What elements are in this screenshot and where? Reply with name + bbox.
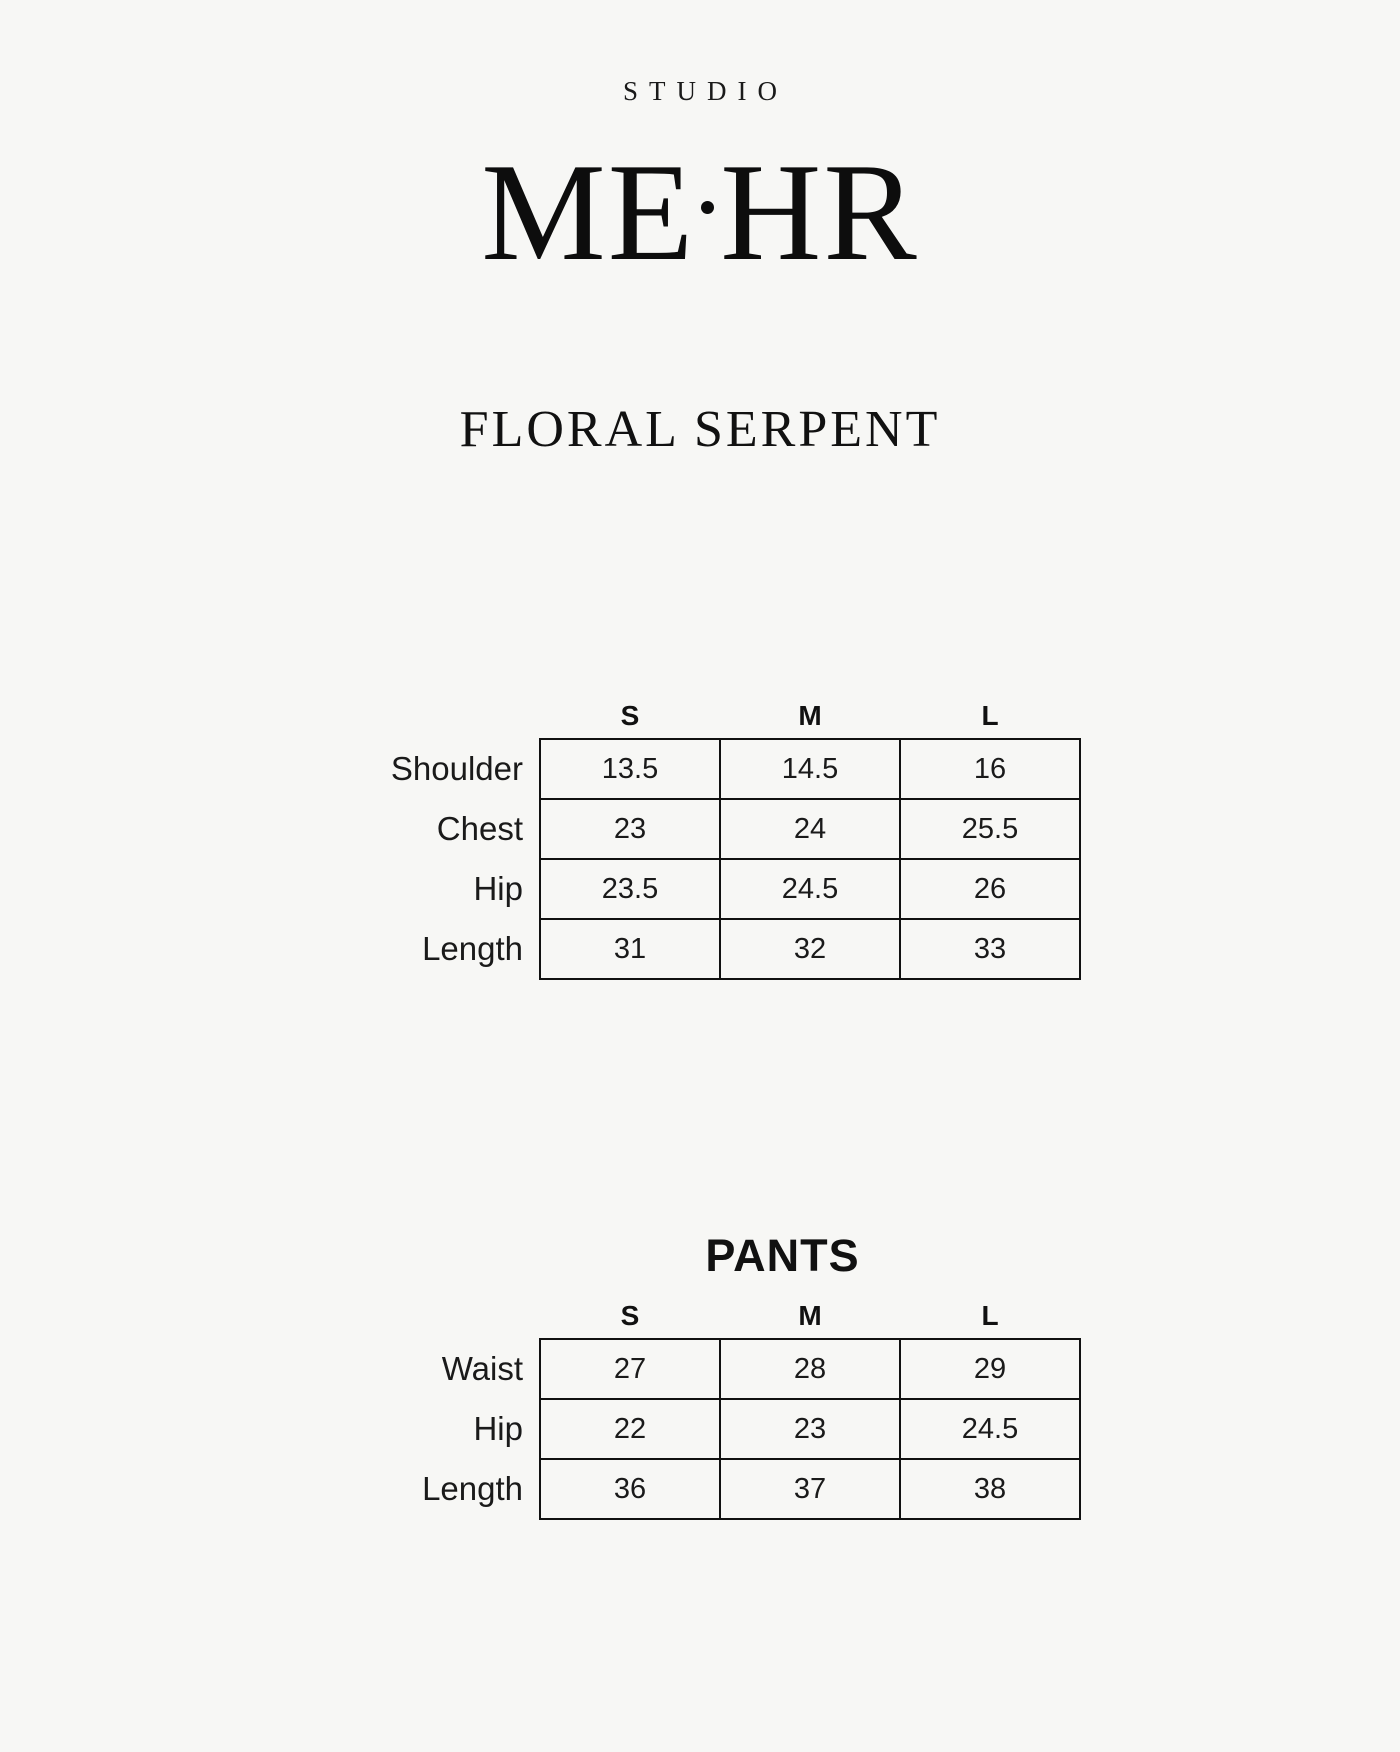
row-label-length: Length — [422, 930, 523, 967]
cell-shoulder-m: 14.5 — [720, 739, 900, 799]
cell-length-m: 32 — [720, 919, 900, 979]
brand-studio-label: STUDIO — [623, 76, 788, 106]
dot-separator-icon — [701, 201, 714, 214]
cell-hip-l: 24.5 — [900, 1399, 1080, 1459]
cell-length-m: 37 — [720, 1459, 900, 1519]
collection-title: FLORAL SERPENT — [459, 401, 941, 458]
column-header-s: S — [620, 1300, 640, 1331]
table-row — [320, 799, 1080, 859]
cell-chest-m: 24 — [720, 799, 900, 859]
cell-chest-l: 25.5 — [900, 799, 1080, 859]
cell-length-l: 33 — [900, 919, 1080, 979]
row-label-chest: Chest — [436, 810, 523, 847]
cell-hip-m: 24.5 — [720, 859, 900, 919]
brand-wordmark-part1: ME — [481, 135, 696, 290]
table-row — [320, 859, 1080, 919]
table-corner — [320, 1300, 540, 1339]
table-row — [320, 1339, 1080, 1399]
brand-header — [0, 76, 1400, 290]
cell-hip-s: 23.5 — [540, 859, 720, 919]
pants-measurements-table — [320, 1300, 1081, 1520]
row-label-length: Length — [422, 1470, 523, 1507]
cell-length-s: 36 — [540, 1459, 720, 1519]
cell-waist-m: 28 — [720, 1339, 900, 1399]
brand-wordmark-part3: R — [823, 135, 919, 290]
column-header-l: L — [981, 700, 999, 731]
row-label-hip: Hip — [473, 870, 523, 907]
column-header-l: L — [981, 1300, 999, 1331]
table-row — [320, 919, 1080, 979]
cell-chest-s: 23 — [540, 799, 720, 859]
table-header-row — [320, 1300, 1080, 1339]
cell-shoulder-s: 13.5 — [540, 739, 720, 799]
cell-hip-m: 23 — [720, 1399, 900, 1459]
top-measurements-table — [320, 700, 1081, 980]
cell-hip-s: 22 — [540, 1399, 720, 1459]
table-row — [320, 739, 1080, 799]
cell-length-s: 31 — [540, 919, 720, 979]
pants-section-heading: PANTS — [705, 1230, 860, 1281]
table-row — [320, 1399, 1080, 1459]
table-header-row — [320, 700, 1080, 739]
pants-measurements-block — [320, 1230, 1080, 1520]
brand-wordmark — [0, 135, 1400, 290]
cell-length-l: 38 — [900, 1459, 1080, 1519]
cell-shoulder-l: 16 — [900, 739, 1080, 799]
column-header-m: M — [798, 1300, 822, 1331]
top-measurements-block — [320, 700, 1080, 980]
cell-hip-l: 26 — [900, 859, 1080, 919]
table-row — [320, 1459, 1080, 1519]
row-label-shoulder: Shoulder — [390, 750, 523, 787]
table-corner — [320, 700, 540, 739]
brand-wordmark-part2: H — [720, 135, 824, 290]
cell-waist-l: 29 — [900, 1339, 1080, 1399]
cell-waist-s: 27 — [540, 1339, 720, 1399]
column-header-m: M — [798, 700, 822, 731]
row-label-waist: Waist — [441, 1350, 523, 1387]
row-label-hip: Hip — [473, 1410, 523, 1447]
column-header-s: S — [620, 700, 640, 731]
